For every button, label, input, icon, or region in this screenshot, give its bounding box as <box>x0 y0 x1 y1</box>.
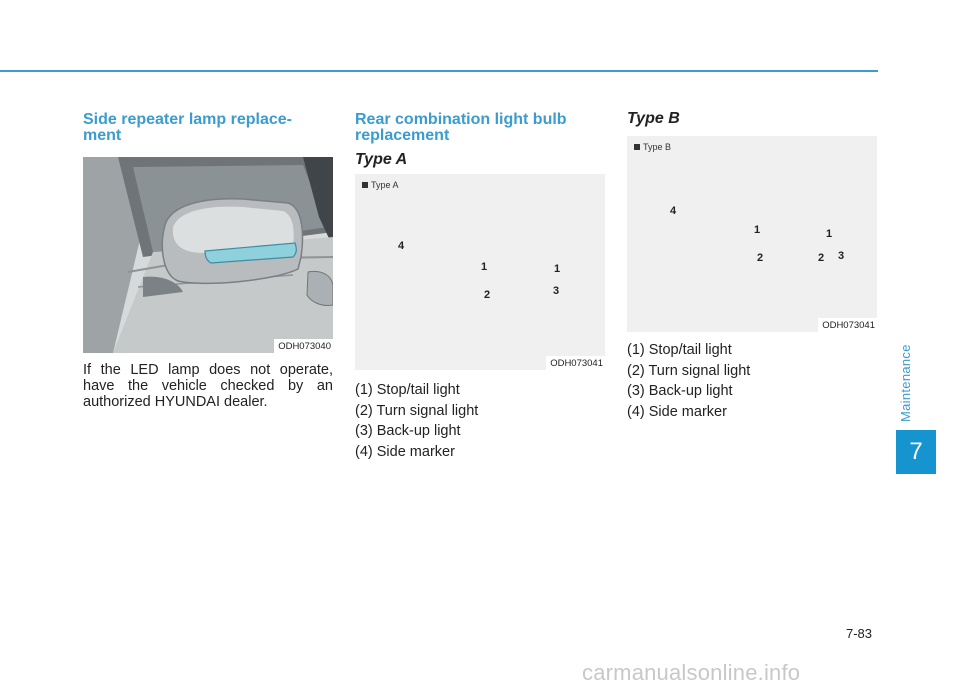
side-mirror-illustration <box>83 157 333 353</box>
side-repeater-heading <box>83 112 333 144</box>
type-a-callout-3: 3 <box>553 285 560 297</box>
parts-item: (3) Back-up light <box>355 423 461 439</box>
type-a-callout-2: 2 <box>484 289 491 301</box>
rear-heading-line1: Rear combination light bulb <box>355 111 567 128</box>
side-figure-code: ODH073040 <box>274 339 333 353</box>
side-mirror-figure <box>83 157 333 353</box>
type-b-parts-list <box>627 340 750 422</box>
type-a-parts-list <box>355 380 478 462</box>
square-bullet-icon <box>362 182 368 188</box>
side-repeater-body: If the LED lamp does not operate, have the vehicle checked by an authorized HYUNDAI dealer. <box>83 362 333 410</box>
parts-item: (4) Side marker <box>627 403 727 420</box>
type-b-callout-2b: 2 <box>818 252 825 264</box>
side-repeater-heading-line1: Side repeater lamp replace- <box>83 111 292 128</box>
page-number: 7-83 <box>846 626 873 641</box>
type-b-callout-2a: 2 <box>757 252 764 264</box>
type-b-subheading: Type B <box>627 110 680 127</box>
parts-item: (1) Stop/tail light <box>355 382 460 398</box>
chapter-number-box: 7 <box>896 430 936 474</box>
top-rule <box>0 70 878 72</box>
parts-item: (3) Back-up light <box>627 383 733 399</box>
rear-heading-line2: replacement <box>355 127 450 144</box>
parts-item: (2) Turn signal light <box>355 402 479 419</box>
square-bullet-icon <box>634 144 640 150</box>
type-b-figure-code: ODH073041 <box>818 318 877 332</box>
type-b-figure <box>627 136 877 332</box>
watermark: carmanualsonline.info <box>582 660 801 685</box>
type-a-tag <box>362 180 399 190</box>
type-b-tag <box>634 142 671 152</box>
type-b-callout-1b: 1 <box>826 228 833 240</box>
type-b-callout-4: 4 <box>670 205 677 217</box>
type-a-tag-label: Type A <box>371 180 399 190</box>
type-a-figure-code: ODH073041 <box>546 356 605 370</box>
type-a-callout-1a: 1 <box>481 261 488 273</box>
type-b-callout-3: 3 <box>838 250 845 262</box>
rear-combination-heading <box>355 112 605 144</box>
parts-item: (1) Stop/tail light <box>627 342 732 358</box>
parts-item: (2) Turn signal light <box>627 362 751 379</box>
type-a-callout-1b: 1 <box>554 263 561 275</box>
parts-item: (4) Side marker <box>355 443 455 460</box>
type-a-callout-4: 4 <box>398 240 405 252</box>
chapter-side-tab <box>896 322 936 430</box>
type-a-figure <box>355 174 605 370</box>
chapter-label: Maintenance <box>898 344 913 422</box>
side-repeater-heading-line2: ment <box>83 127 122 144</box>
type-b-tag-label: Type B <box>643 142 672 152</box>
type-a-subheading: Type A <box>355 151 408 168</box>
type-b-callout-1a: 1 <box>754 224 761 236</box>
